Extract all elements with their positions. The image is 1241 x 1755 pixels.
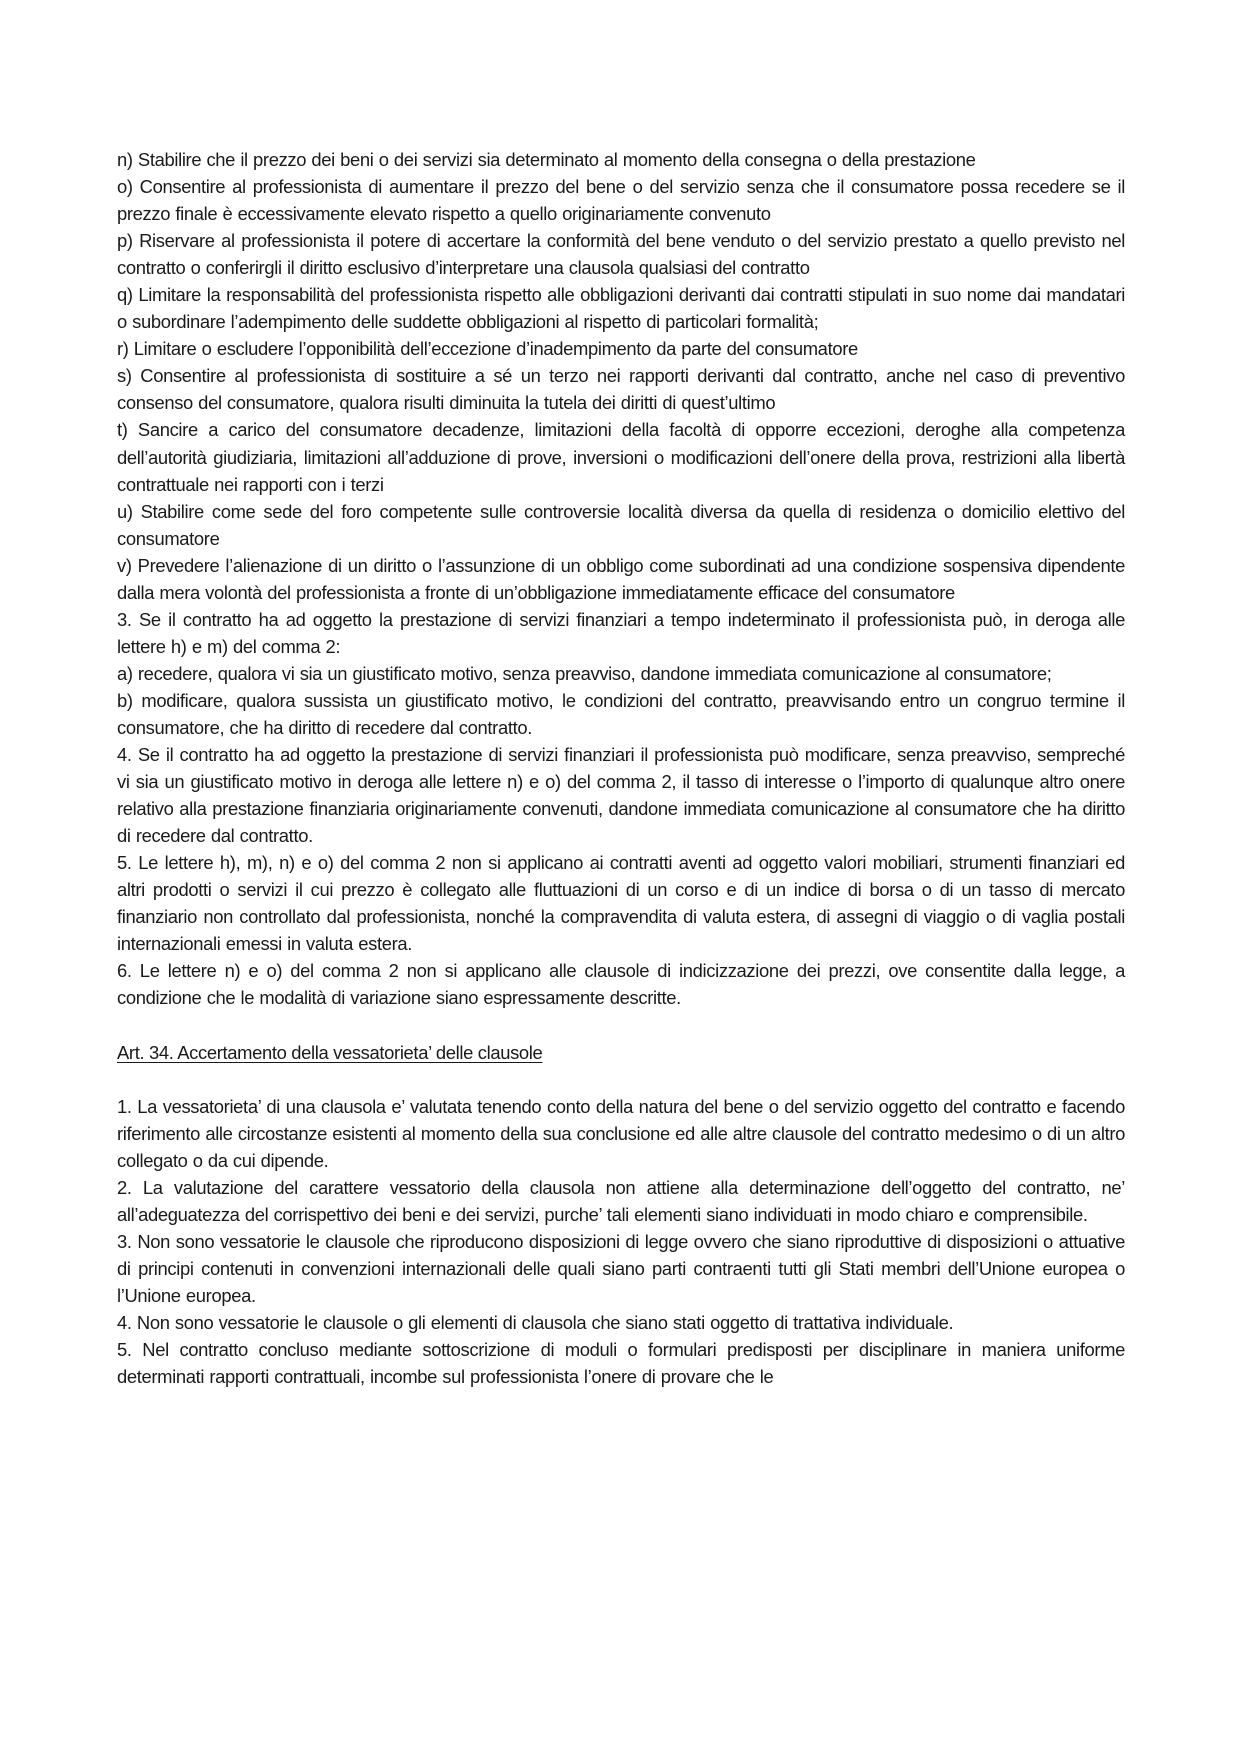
paragraph-clause-r: r) Limitare o escludere l’opponibilità dell’eccezione d’inadempimento da parte del consumatore — [117, 338, 858, 360]
paragraph-art34-comma-5: 5. Nel contratto concluso mediante sottoscrizione di moduli o formulari predisposti per disciplinare in maniera uniforme determinati rapporti contrattuali, incombe sul professionista l’onere di provare che le — [117, 1338, 1125, 1387]
paragraph-comma-3-b: b) modificare, qualora sussista un giustificato motivo, le condizioni del contratto, preavvisando entro un congruo termine il consumatore, che ha diritto di recedere dal contratto. — [117, 689, 1125, 738]
paragraph-art34-comma-1: 1. La vessatorieta’ di una clausola e’ valutata tenendo conto della natura del bene o del servizio oggetto del contratto e facendo riferimento alle circostanze esistenti al momento della sua conclusione ed alle altre clausole del contratto medesimo o di un altro collegato o da cui dipende. — [117, 1095, 1125, 1171]
paragraph-comma-3-a: a) recedere, qualora vi sia un giustificato motivo, senza preavviso, dandone immediata comunicazione al consumatore; — [117, 662, 1052, 684]
paragraph-clause-n: n) Stabilire che il prezzo dei beni o dei servizi sia determinato al momento della consegna o della prestazione — [117, 149, 976, 170]
article-34-section — [117, 1093, 1125, 1391]
article-heading: Art. 34. Accertamento della vessatorieta’ delle clausole — [117, 1041, 543, 1063]
clauses-section — [117, 146, 1125, 1012]
paragraph-comma-5: 5. Le lettere h), m), n) e o) del comma 2 non si applicano ai contratti aventi ad oggetto valori mobiliari, strumenti finanziari ed altri prodotti o servizi il cui prezzo è collegato alle fluttuazioni di un corso e di un indice di borsa o di un tasso di mercato finanziario non controllato dal professionista, nonché la compravendita di valuta estera, di assegni di viaggio o di vaglia postali internazionali emessi in valuta estera. — [117, 852, 1125, 955]
paragraph-clause-v: v) Prevedere l’alienazione di un diritto o l’assunzione di un obbligo come subordinati ad una condizione sospensiva dipendente dalla mera volontà del professionista a fronte di un’obbligazione immediatamente efficace del consumatore — [117, 554, 1125, 603]
paragraph-comma-4: 4. Se il contratto ha ad oggetto la prestazione di servizi finanziari il professionista può modificare, senza preavviso, sempreché vi sia un giustificato motivo in deroga alle lettere n) e o) del comma 2, il tasso di interesse o l’importo di qualunque altro onere relativo alla prestazione finanziaria originariamente convenuti, dandone immediata comunicazione al consumatore che ha diritto di recedere dal contratto. — [117, 744, 1125, 847]
paragraph-clause-s: s) Consentire al professionista di sostituire a sé un terzo nei rapporti derivanti dal contratto, anche nel caso di preventivo consenso del consumatore, qualora risulti diminuita la tutela dei diritti di quest’ultimo — [117, 365, 1125, 414]
paragraph-comma-6: 6. Le lettere n) e o) del comma 2 non si applicano alle clausole di indicizzazione dei prezzi, ove consentite dalla legge, a condizione che le modalità di variazione siano espressamente descritte. — [117, 960, 1125, 1009]
paragraph-clause-p: p) Riservare al professionista il potere di accertare la conformità del bene venduto o del servizio prestato a quello previsto nel contratto o conferirgli il diritto esclusivo d’interpretare una clausola qualsiasi del contratto — [117, 230, 1125, 279]
document-page — [117, 146, 1125, 1390]
paragraph-clause-o: o) Consentire al professionista di aumentare il prezzo del bene o del servizio senza che il consumatore possa recedere se il prezzo finale è eccessivamente elevato rispetto a quello originariamente convenuto — [117, 176, 1125, 225]
paragraph-clause-q: q) Limitare la responsabilità del professionista rispetto alle obbligazioni derivanti dai contratti stipulati in suo nome dai mandatari o subordinare l’adempimento delle suddette obbligazioni al rispetto di particolari formalità; — [117, 284, 1125, 333]
paragraph-clause-u: u) Stabilire come sede del foro competente sulle controversie località diversa da quella di residenza o domicilio elettivo del consumatore — [117, 500, 1125, 549]
paragraph-art34-comma-2: 2. La valutazione del carattere vessatorio della clausola non attiene alla determinazione dell’oggetto del contratto, ne’ all’adeguatezza del corrispettivo dei beni e dei servizi, purche’ tali elementi siano individuati in modo chiaro e comprensibile. — [117, 1176, 1125, 1225]
paragraph-comma-3: 3. Se il contratto ha ad oggetto la prestazione di servizi finanziari a tempo indeterminato il professionista può, in deroga alle lettere h) e m) del comma 2: — [117, 608, 1125, 657]
paragraph-art34-comma-3: 3. Non sono vessatorie le clausole che riproducono disposizioni di legge ovvero che siano riproduttive di disposizioni o attuative di principi contenuti in convenzioni internazionali delle quali siano parti contraenti tutti gli Stati membri dell’Unione europea o l’Unione europea. — [117, 1230, 1125, 1306]
paragraph-clause-t: t) Sancire a carico del consumatore decadenze, limitazioni della facoltà di opporre eccezioni, deroghe alla competenza dell’autorità giudiziaria, limitazioni all’adduzione di prove, inversioni o modificazioni dell’onere della prova, restrizioni alla libertà contrattuale nei rapporti con i terzi — [117, 419, 1125, 495]
paragraph-art34-comma-4: 4. Non sono vessatorie le clausole o gli elementi di clausola che siano stati oggetto di trattativa individuale. — [117, 1311, 954, 1333]
